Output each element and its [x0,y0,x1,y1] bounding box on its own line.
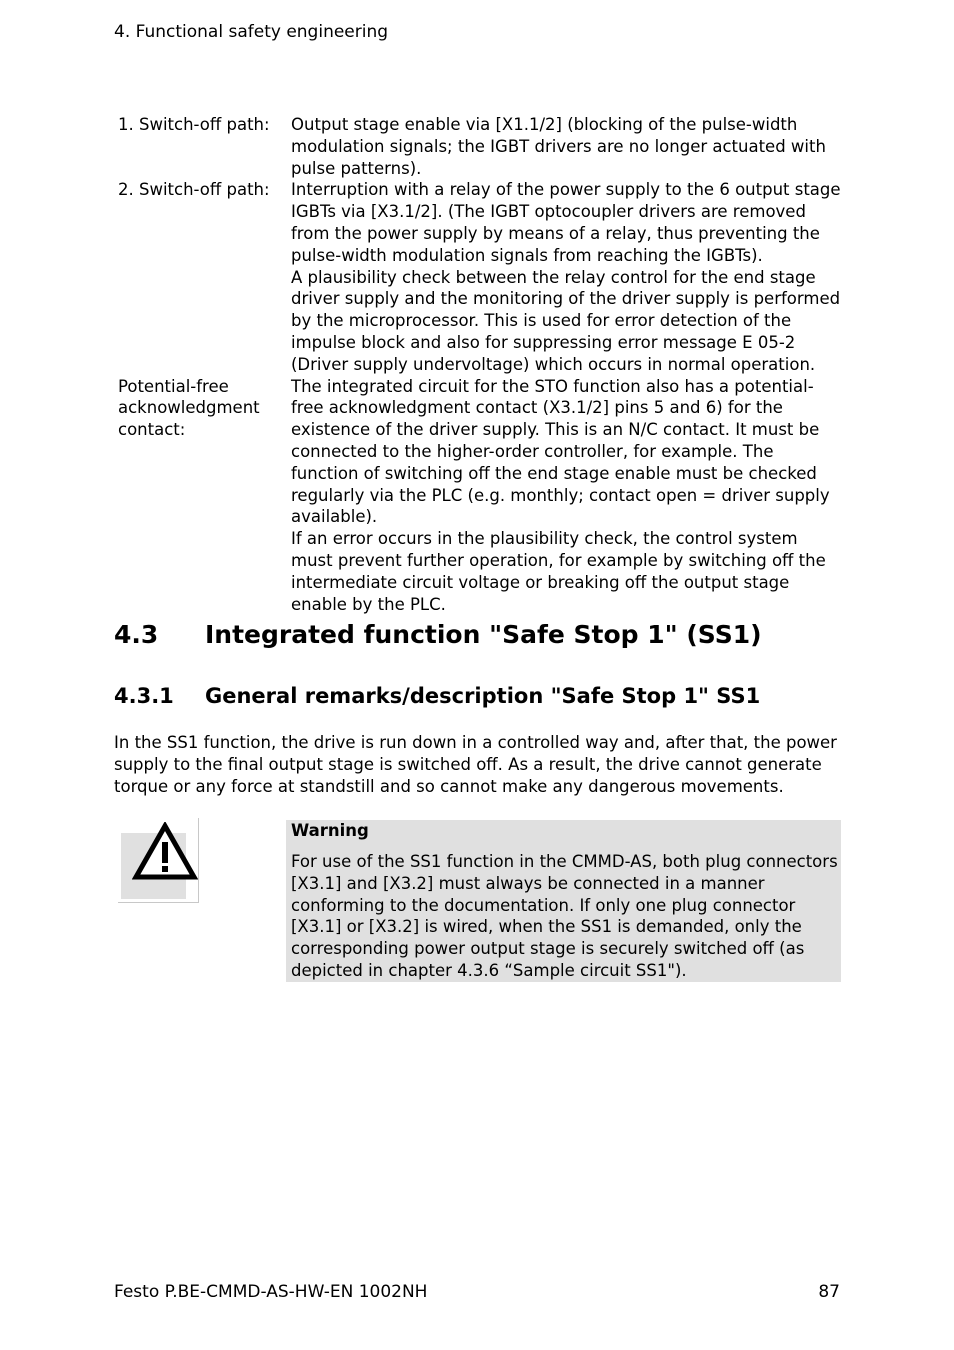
definition-description [291,376,844,616]
definition-description [291,179,844,375]
running-header: 4. Functional safety engineering [114,22,389,42]
footer-document-id: Festo P.BE-CMMD-AS-HW-EN 1002NH [114,1282,428,1302]
definition-row [114,114,844,179]
definition-description [291,114,844,179]
section-heading [114,620,762,649]
definition-row [114,179,844,375]
definition-table [114,114,844,615]
definition-paragraph: If an error occurs in the plausibility check, the control system must prevent further operation, for example by switching off the intermediate circuit voltage or breaking off the output stage enable by the PLC. [291,529,826,614]
subsection-number: 4.3.1 [114,684,174,708]
subsection-title: General remarks/description "Safe Stop 1" SS1 [205,684,761,708]
definition-row [114,376,844,616]
section-number: 4.3 [114,620,159,649]
subsection-heading [114,684,760,708]
definition-term: 1. Switch-off path: [118,115,270,134]
definition-paragraph: Interruption with a relay of the power supply to the 6 output stage IGBTs via [X3.1/2]. (The IGBT optocoupler drivers are removed from the power supply by means of a relay, thus preventing the pulse-width modulation signals from reaching the IGBTs). [291,180,841,265]
warning-panel [286,820,841,982]
warning-text: For use of the SS1 function in the CMMD-AS, both plug connectors [X3.1] and [X3.2] must always be connected in a manner conforming to the documentation. If only one plug connector [X3.1] or [X3.2] is wired, when the SS1 is demanded, only the corresponding power output stage is securely switched off (as depicted in chapter 4.3.6 “Sample circuit SS1"). [291,852,838,980]
definition-paragraph: A plausibility check between the relay control for the end stage driver supply and the monitoring of the driver supply is performed by the microprocessor. This is used for error detection of the impulse block and also for suppressing error message E 05-2 (Driver supply undervoltage) which occurs in normal operation. [291,267,841,374]
definition-paragraph: Output stage enable via [X1.1/2] (blocking of the pulse-width modulation signals; the IGBT drivers are no longer actuated with pulse patterns). [291,115,826,178]
warning-title: Warning [291,821,369,840]
definition-term: 2. Switch-off path: [118,180,270,200]
intro-paragraph: In the SS1 function, the drive is run down in a controlled way and, after that, the power supply to the final output stage is switched off. As a result, the drive cannot generate torque or any force at standstill and so cannot make any dangerous movements. [114,733,837,796]
footer-page-number: 87 [818,1282,840,1302]
definition-paragraph: The integrated circuit for the STO function also has a potential-free acknowledgment contact (X3.1/2] pins 5 and 6) for the existence of the driver supply. This is an N/C contact. It must be connected to the higher-order controller, for example. The function of switching off the end stage enable must be checked regularly via the PLC (e.g. monthly; contact open = driver supply available). [291,376,830,527]
warning-icon-frame [118,818,199,903]
section-title: Integrated function "Safe Stop 1" (SS1) [205,620,762,649]
definition-term: Potential-free acknowledgment contact: [118,376,260,440]
warning-triangle-icon [132,822,198,880]
